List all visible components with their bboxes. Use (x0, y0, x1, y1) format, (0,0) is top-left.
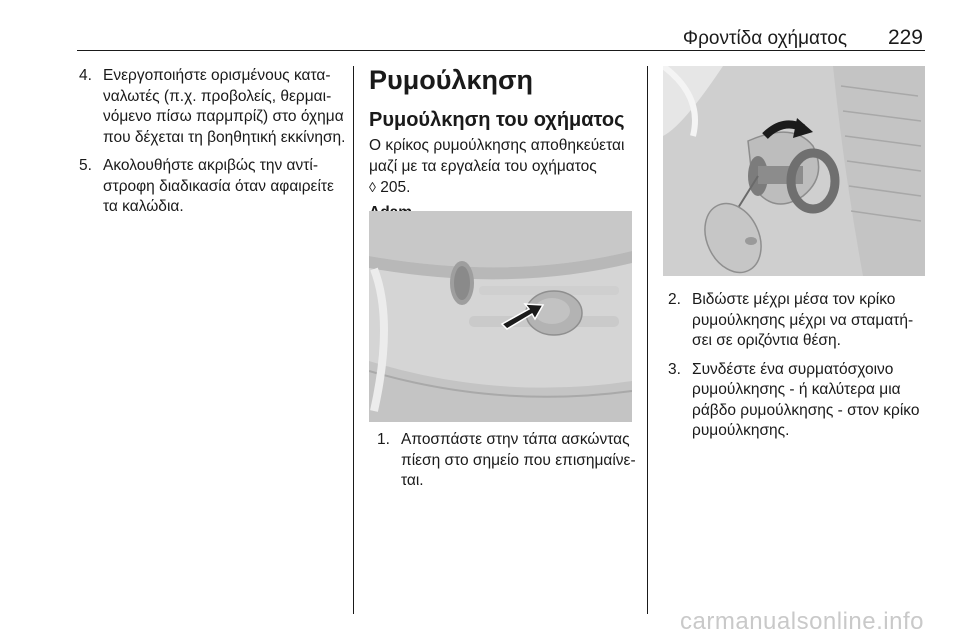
bumper-cap-illustration (369, 211, 632, 422)
right-column (668, 290, 928, 450)
step-item (79, 66, 347, 148)
step-item (79, 156, 347, 218)
section-title: Φροντίδα οχήματος (682, 28, 847, 49)
step-number: 3. (668, 360, 681, 378)
middle-step-block (377, 430, 637, 500)
step-number: 4. (79, 67, 92, 84)
page-number: 229 (887, 26, 923, 49)
step-item (668, 290, 928, 352)
subsection-heading: Ρυμούλκηση του οχήματος (369, 109, 625, 131)
middle-column (369, 64, 637, 223)
intro-paragraph (369, 136, 637, 199)
column-divider-left (353, 66, 354, 614)
watermark: carmanualsonline.info (680, 608, 924, 635)
step-number: 1. (377, 431, 390, 448)
step-text: Ακολουθήστε ακριβώς την αντί-στροφη διαδικασία όταν αφαιρείτε τα καλώδια. (103, 157, 334, 215)
step-item (377, 430, 637, 492)
step-text: Συνδέστε ένα συρματόσχοινο ρυμούλκησης - ή καλύτερα μια ράβδο ρυμούλκησης - στον κρίκο ρυμούλκησης. (692, 360, 920, 439)
intro-text: Ο κρίκος ρυμούλκησης αποθηκεύεται μαζί με τα εργαλεία του οχήματος (369, 137, 625, 175)
step-text: Αποσπάστε στην τάπα ασκώντας πίεση στο σημείο που επισημαίνε-ται. (401, 431, 636, 489)
column-divider-right (647, 66, 648, 614)
left-step-list (79, 66, 347, 218)
left-column (79, 66, 347, 226)
page-header (77, 24, 925, 51)
page-reference-icon: ◊ (369, 179, 376, 195)
tow-hook-illustration (663, 66, 925, 276)
step-number: 5. (79, 157, 92, 174)
step-item (668, 360, 928, 442)
page-reference[interactable]: 205. (380, 179, 411, 196)
step-text: Ενεργοποιήστε ορισμένους κατα-ναλωτές (π.χ. προβολείς, θερμαι-νόμενο πίσω παρμπρίζ) στο όχημα που δέχεται τη βοηθητική εκκίνηση. (103, 67, 346, 146)
section-heading: Ρυμούλκηση (369, 65, 533, 95)
middle-step-list (377, 430, 637, 492)
right-step-list (668, 290, 928, 442)
step-number: 2. (668, 291, 681, 308)
step-text: Βιδώστε μέχρι μέσα τον κρίκο ρυμούλκησης μέχρι να σταματή-σει σε οριζόντια θέση. (692, 291, 914, 349)
